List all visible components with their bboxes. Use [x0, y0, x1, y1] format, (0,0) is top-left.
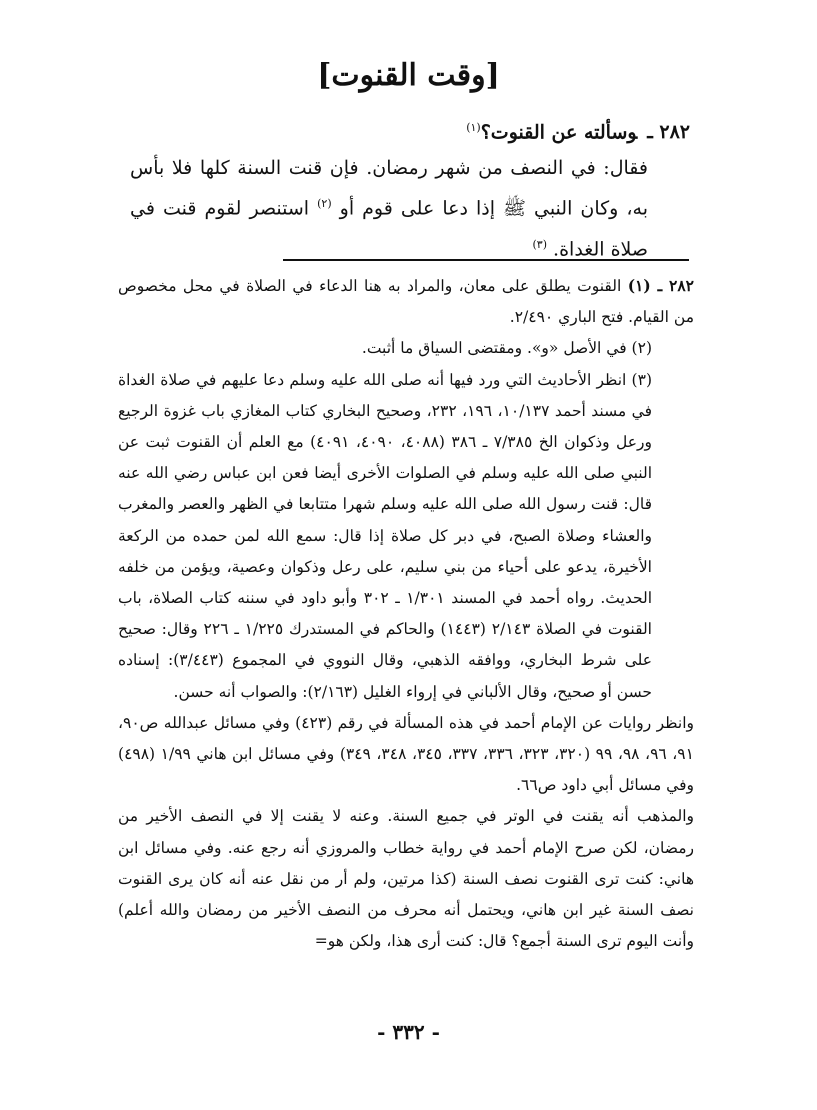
entry-number: ٢٨٢ ـ [647, 121, 690, 144]
answer-text [130, 150, 690, 267]
footnote-1 [118, 270, 694, 333]
footnote-3: (٣) انظر الأحاديث التي ورد فيها أنه صلى الله عليه وسلم دعا عليهم في صلاة الغداة في مسند أحمد ١٠/١٣٧، ١٩٦، ٢٣٢، وصحيح البخاري كتاب المغازي باب غزوة الرجيع ورعل وذكوان الخ ٧/٣٨٥ ـ ٣٨٦ (٤٠٨٨، ٤٠٩٠، ٤٠٩١) مع العلم أن القنوت ثبت عن النبي صلى الله عليه وسلم في الصلوات الأخرى أيضا فعن ابن عباس رضي الله عنه قال: قنت رسول الله صلى الله عليه وسلم شهرا متتابعا في الظهر والعصر والمغرب والعشاء وصلاة الصبح، في دبر كل صلاة إذا قال: سمع الله لمن حمده من الركعة الأخيرة، يدعو على أحياء من بني سليم، على رعل وذكوان وعصية، ويؤمن من خلفه الحديث. رواه أحمد في المسند ١/٣٠١ ـ ٣٠٢ وأبو داود في سننه كتاب الصلاة، باب القنوت في الصلاة ٢/١٤٣ (١٤٤٣) والحاكم في المستدرك ١/٢٢٥ ـ ٢٢٦ وقال: صحيح على شرط البخاري، ووافقه الذهبي، وقال النووي في المجموع (٣/٤٤٣): إسناده حسن أو صحيح، وقال الألباني في إرواء الغليل (٢/١٦٣): والصواب أنه حسن. [118, 370, 652, 701]
footnote-ref-2[interactable]: (٢) [317, 197, 332, 211]
footnote-paragraph-3: والمذهب أنه يقنت في الوتر في جميع السنة. وعنه لا يقنت إلا في النصف الأخير من رمضان، لكن صرح الإمام أحمد في رواية خطاب والمروزي أنه رجع عنه. وفي مسائل ابن هاني: كنت ترى القنوت نصف السنة (كذا مرتين، ولم أر من نقل عنه أنه كان يرى القنوت نصف السنة غير ابن هاني، ويحتمل أنه محرف من النصف الأخير من رمضان والله أعلم) وأنت اليوم ترى السنة أجمع؟ قال: كنت أرى هذا، ولكن هو= [118, 807, 694, 951]
footnote-ref-1[interactable]: (١) [466, 121, 481, 134]
footnotes [118, 270, 694, 957]
footnote-divider [283, 259, 689, 261]
footnote-2: (٢) في الأصل «و». ومقتضى السياق ما أثبت. [361, 339, 652, 358]
answer-part-1: فقال: في النصف من شهر رمضان. فإن قنت السنة كلها فلا بأس به، وكان النبي ﷺ إذا دعا على قوم أو [130, 157, 648, 220]
question-line [130, 110, 690, 150]
footnote-1-label: ٢٨٢ ـ (١) [627, 276, 694, 295]
question-text: وسألته عن القنوت؟ [480, 121, 638, 144]
main-text [130, 110, 690, 267]
page-number: - ٣٣٢ - [377, 1020, 440, 1044]
footnote-1-text: القنوت يطلق على معان، والمراد به هنا الدعاء في الصلاة في محل مخصوص من القيام. فتح الباري ٢/٤٩٠. [118, 277, 694, 327]
answer-part-2: استنصر لقوم قنت في صلاة الغداة. [130, 197, 648, 260]
footnote-paragraph-2: وانظر روايات عن الإمام أحمد في هذه المسألة في رقم (٤٢٣) وفي مسائل عبدالله ص٩٠، ٩١، ٩٦، ٩٨، ٩٩ (٣٢٠، ٣٢٣، ٣٣٦، ٣٣٧، ٣٤٥، ٣٤٨، ٣٤٩) وفي مسائل ابن هاني ١/٩٩ (٤٩٨) وفي مسائل أبي داود ص٦٦. [118, 713, 694, 795]
footnote-ref-3[interactable]: (٣) [532, 237, 547, 251]
section-title: [وقت القنوت] [317, 58, 500, 93]
